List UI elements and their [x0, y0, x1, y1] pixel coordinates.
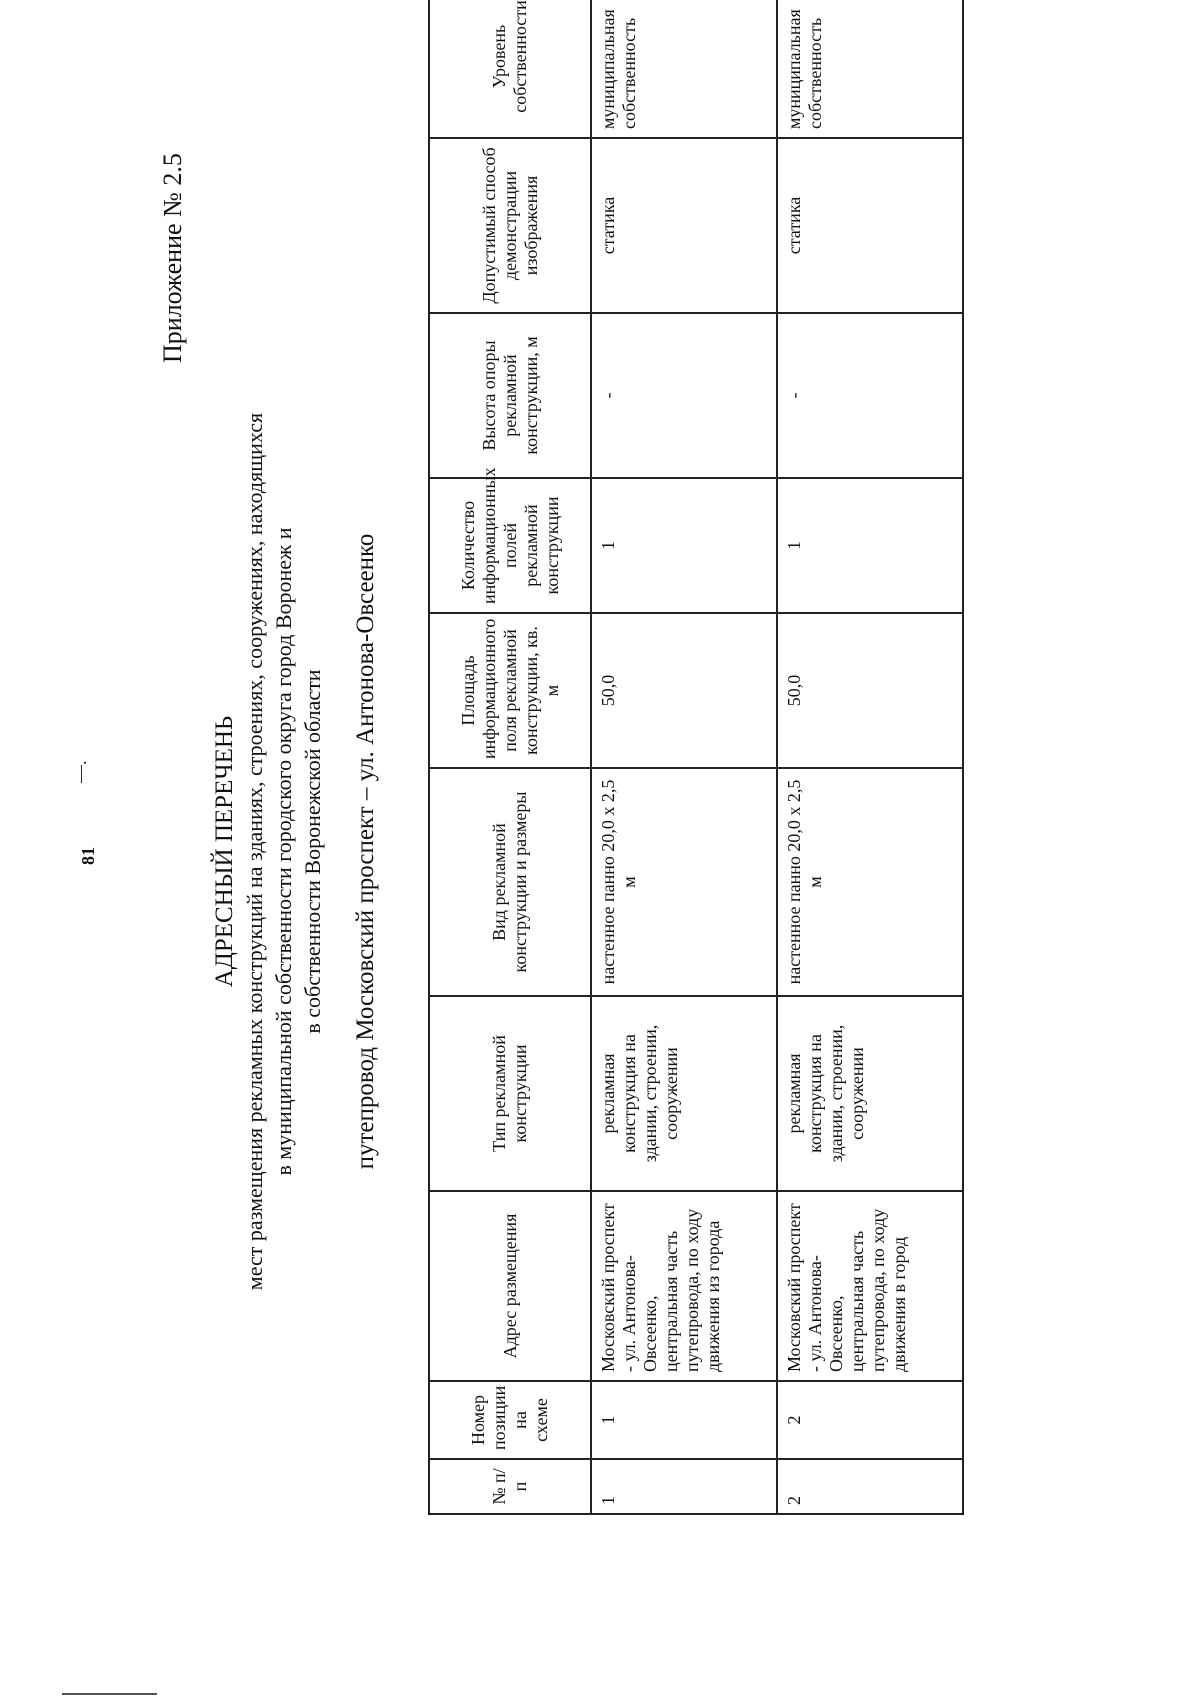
col-header-address: Адрес размещения: [429, 1191, 591, 1381]
cell-index: 2: [777, 1459, 963, 1514]
document-title: АДРЕСНЫЙ ПЕРЕЧЕНЬ: [211, 715, 238, 988]
col-header-position: Номер позиции на схеме: [429, 1381, 591, 1459]
cell-index: 1: [591, 1459, 777, 1514]
cell-address: Московский проспект - ул. Антонова-Овсеенко, центральная часть путепровода, по ходу движения из города: [591, 1191, 777, 1381]
cell-fields: 1: [591, 478, 777, 613]
col-header-ownership: Уровень собственности: [429, 0, 591, 138]
description-line: в муниципальной собственности городского округа город Воронеж и: [271, 527, 296, 1176]
table-row: [591, 0, 777, 1514]
cell-area: 50,0: [591, 613, 777, 768]
cell-position: 2: [777, 1381, 963, 1459]
cell-ownership: муниципальная собственность: [777, 0, 963, 138]
description-line: мест размещения рекламных конструкций на зданиях, строениях, сооружениях, находящихся: [242, 412, 267, 1291]
cell-fields: 1: [777, 478, 963, 613]
cell-ownership: муниципальная собственность: [591, 0, 777, 138]
col-header-type: Тип рекламной конструкции: [429, 996, 591, 1191]
document-header: [210, 110, 381, 1593]
cell-type: рекламная конструкция на здании, строении, сооружении: [591, 996, 777, 1191]
page-number: 81: [78, 847, 98, 865]
route-name: путепровод Московский проспект – ул. Антонова-Овсеенко: [352, 533, 379, 1170]
table-header-row: [429, 0, 591, 1514]
appendix-label: Приложение № 2.5: [158, 153, 187, 363]
col-header-height: Высота опоры рекламной конструкции, м: [429, 313, 591, 478]
table-row: [777, 0, 963, 1514]
col-header-area: Площадь информационного поля рекламной конструкции, кв. м: [429, 613, 591, 768]
address-table: [428, 0, 964, 1515]
scan-edge-mark: [62, 1693, 157, 1695]
description-line: в собственности Воронежской области: [300, 669, 325, 1034]
cell-address: Московский проспект - ул. Антонова-Овсеенко, центральная часть путепровода, по ходу движения в город: [777, 1191, 963, 1381]
cell-display: статика: [591, 138, 777, 313]
cell-type: рекламная конструкция на здании, строении, сооружении: [777, 996, 963, 1191]
cell-kind: настенное панно 20,0 х 2,5 м: [591, 768, 777, 996]
cell-kind: настенное панно 20,0 х 2,5 м: [777, 768, 963, 996]
col-header-display: Допустимый способ демонстрации изображения: [429, 138, 591, 313]
cell-height: -: [591, 313, 777, 478]
col-header-kind: Вид рекламной конструкции и размеры: [429, 768, 591, 996]
col-header-fields: Количество информационных полей рекламной конструкции: [429, 478, 591, 613]
margin-mark: —.: [70, 760, 90, 783]
cell-height: -: [777, 313, 963, 478]
cell-display: статика: [777, 138, 963, 313]
col-header-index: № п/п: [429, 1459, 591, 1514]
cell-position: 1: [591, 1381, 777, 1459]
cell-area: 50,0: [777, 613, 963, 768]
